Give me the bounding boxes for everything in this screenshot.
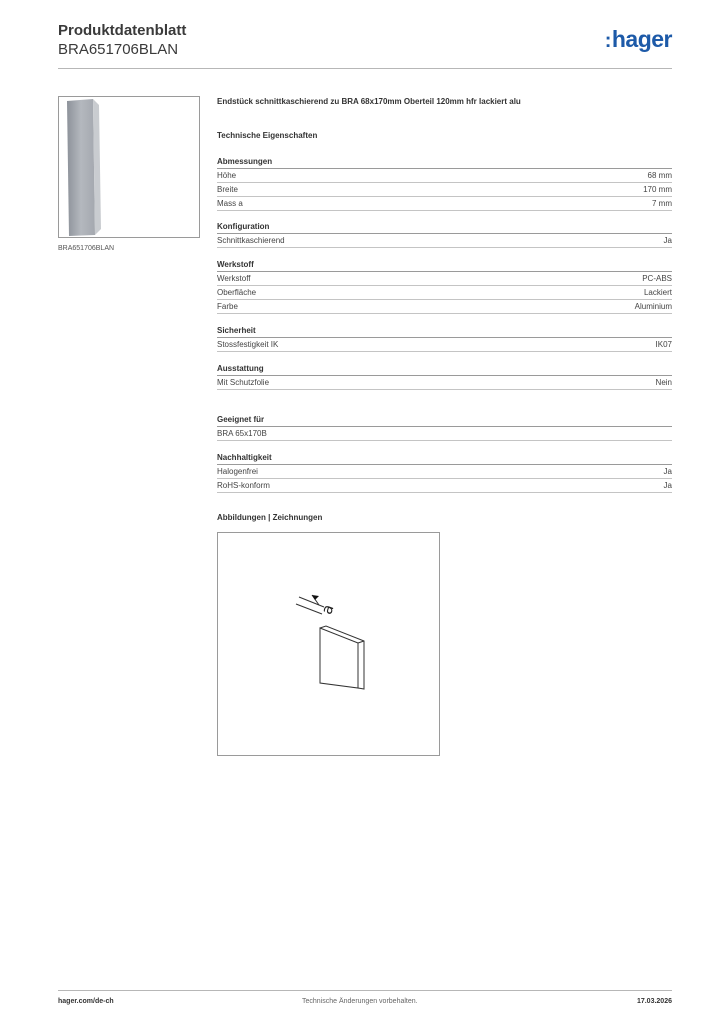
property-value: 170 mm bbox=[643, 185, 672, 194]
property-label: Stossfestigkeit IK bbox=[217, 340, 279, 349]
footer-date: 17.03.2026 bbox=[636, 998, 672, 1005]
end-piece-photo-icon bbox=[59, 97, 199, 237]
section-title: Ausstattung bbox=[217, 363, 672, 376]
section-title: Werkstoff bbox=[217, 259, 672, 272]
section-geeignet-fuer bbox=[217, 414, 672, 441]
property-row bbox=[217, 183, 672, 197]
property-row bbox=[217, 465, 672, 479]
section-werkstoff bbox=[217, 259, 672, 314]
section-nachhaltigkeit bbox=[217, 452, 672, 493]
property-label: Breite bbox=[217, 185, 238, 194]
document-title: Produktdatenblatt bbox=[58, 22, 187, 39]
thumbnail-caption: BRA651706BLAN bbox=[58, 245, 115, 252]
hager-logo[interactable] bbox=[605, 26, 672, 53]
property-label: Farbe bbox=[217, 302, 238, 311]
section-title: Geeignet für bbox=[217, 414, 672, 427]
product-thumbnail bbox=[58, 96, 200, 238]
property-value: 68 mm bbox=[647, 171, 672, 180]
property-row bbox=[217, 479, 672, 493]
property-value: IK07 bbox=[655, 340, 672, 349]
property-row bbox=[217, 427, 672, 441]
end-piece-drawing-icon bbox=[218, 533, 439, 755]
footer-notice: Technische Änderungen vorbehalten. bbox=[302, 998, 418, 1005]
property-value: Ja bbox=[663, 481, 672, 490]
property-row bbox=[217, 169, 672, 183]
technical-properties-heading: Technische Eigenschaften bbox=[217, 131, 318, 140]
property-row bbox=[217, 286, 672, 300]
property-row bbox=[217, 376, 672, 390]
property-label: RoHS-konform bbox=[217, 481, 270, 490]
property-label: Halogenfrei bbox=[217, 467, 258, 476]
property-label: BRA 65x170B bbox=[217, 429, 267, 438]
drawings-heading: Abbildungen | Zeichnungen bbox=[217, 513, 323, 522]
property-value: PC-ABS bbox=[642, 274, 672, 283]
product-details bbox=[217, 96, 672, 756]
section-ausstattung bbox=[217, 363, 672, 390]
section-title: Nachhaltigkeit bbox=[217, 452, 672, 465]
section-konfiguration bbox=[217, 221, 672, 248]
product-description: Endstück schnittkaschierend zu BRA 68x170mm Oberteil 120mm hfr lackiert alu bbox=[217, 97, 521, 106]
property-label: Oberfläche bbox=[217, 288, 257, 297]
property-row bbox=[217, 197, 672, 211]
property-value: Ja bbox=[663, 236, 672, 245]
property-value: Aluminium bbox=[634, 302, 672, 311]
property-row bbox=[217, 338, 672, 352]
logo-colon-icon: : bbox=[604, 30, 611, 52]
footer-divider bbox=[58, 990, 672, 991]
logo-text: hager bbox=[611, 26, 672, 52]
dimension-label: a bbox=[317, 601, 338, 617]
property-label: Schnittkaschierend bbox=[217, 236, 285, 245]
section-abmessungen bbox=[217, 156, 672, 211]
section-sicherheit bbox=[217, 325, 672, 352]
property-label: Werkstoff bbox=[217, 274, 251, 283]
property-label: Mit Schutzfolie bbox=[217, 378, 270, 387]
property-value: 7 mm bbox=[652, 199, 672, 208]
property-value: Nein bbox=[655, 378, 672, 387]
page-header bbox=[58, 22, 672, 68]
property-row bbox=[217, 272, 672, 286]
section-title: Abmessungen bbox=[217, 156, 672, 169]
property-label: Mass a bbox=[217, 199, 243, 208]
footer-website-link[interactable]: hager.com/de-ch bbox=[58, 998, 114, 1005]
section-title: Sicherheit bbox=[217, 325, 672, 338]
header-divider bbox=[58, 68, 672, 69]
property-value: Ja bbox=[663, 467, 672, 476]
property-row bbox=[217, 300, 672, 314]
property-value: Lackiert bbox=[643, 288, 672, 297]
product-code: BRA651706BLAN bbox=[58, 41, 179, 58]
property-row bbox=[217, 234, 672, 248]
property-label: Höhe bbox=[217, 171, 237, 180]
section-title: Konfiguration bbox=[217, 221, 672, 234]
technical-drawing bbox=[217, 532, 440, 756]
